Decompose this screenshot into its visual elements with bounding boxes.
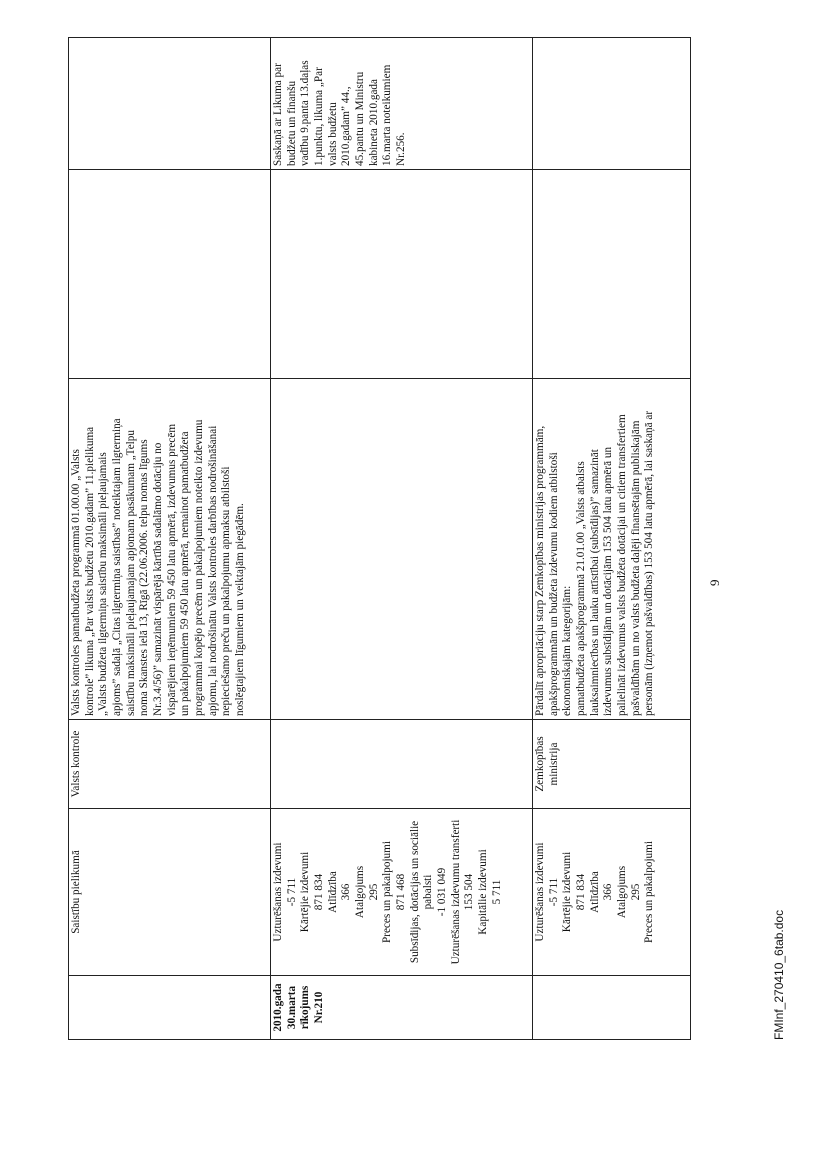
- text-line: 1.punktu, likuma „Par: [312, 67, 325, 166]
- text-line: kabineta 2010.gada: [367, 79, 380, 166]
- text-line: Subsīdijas, dotācijas un sociālie: [408, 820, 421, 964]
- text-line: „Valsts budžeta ilgtermiņa saistību maksimāli pieļaujamais: [97, 452, 110, 716]
- text-line: izdevumus subsīdijām un dotācijām 153 504 latu apmērā un: [602, 446, 615, 716]
- cell-empty: [533, 170, 691, 379]
- text-line: Atalgojums: [615, 865, 628, 919]
- text-line: Nr.3.4/56)” samazināt vispārējā kārtībā sadalāmo dotāciju no: [151, 442, 164, 716]
- text-line: 2010.gadam” 44.,: [340, 86, 353, 166]
- text-line: ekonomiskajām kategorijām:: [561, 585, 574, 716]
- text-line: 871 468: [394, 873, 407, 911]
- text-line: apakšprogrammām un budžeta izdevumu kodiem atbilstoši: [547, 452, 560, 716]
- text-line: 16.marta noteikumiem: [381, 64, 394, 166]
- text-line: apjoms” sadaļā „Citas ilgtermiņa saistības” noteiktajam ilgtermiņa: [110, 418, 123, 716]
- cell-empty: [271, 720, 533, 809]
- text-line: Kārtējie izdevumi: [561, 851, 574, 933]
- text-line: pamatbudžeta apakšprogrammā 21.01.00 „Valsts atbalsts: [574, 461, 587, 716]
- text-line: 366: [340, 883, 353, 901]
- cell-document-ref: [271, 976, 533, 1040]
- text-line: personām (izņemot pašvaldības) 153 504 latu apmērā, lai saskaņā ar: [643, 410, 656, 716]
- text-line: Zemkopības: [534, 736, 546, 792]
- text-line: -1 031 049: [435, 867, 448, 917]
- text-line: noma Skanstes ielā 13, Rīgā (22.06.2006. telpu nomas līgums: [138, 439, 151, 716]
- table-row: [533, 38, 691, 1040]
- text-line: Nr.256.: [394, 132, 407, 166]
- text-line: nepieciešamo preču un pakalpojumu apmaksu atbilstoši: [220, 466, 233, 716]
- cell-text: Saistību pielikumā: [70, 850, 82, 934]
- text-line: Uzturēšanas izdevumi: [534, 842, 546, 942]
- cell-budget-items: [533, 809, 691, 976]
- text-line: Atlīdzība: [588, 871, 601, 913]
- text-line: kontrole” likuma „Par valsts budžetu 2010.gadam” 11.pielikuma: [83, 426, 96, 716]
- cell-empty: [69, 976, 271, 1040]
- text-line: Preces un pakalpojumi: [643, 841, 656, 943]
- cell-empty: [271, 379, 533, 720]
- text-line: -5 711: [285, 877, 298, 907]
- cell-empty: [271, 170, 533, 379]
- text-line: vadību 9.panta 13.daļas: [299, 60, 312, 166]
- page-number: 9: [707, 579, 722, 586]
- text-line: valsts budžetu: [326, 102, 339, 166]
- text-line: Kārtējie izdevumi: [299, 851, 312, 933]
- text-line: Atlīdzība: [326, 871, 339, 913]
- text-line: rīkojums Nr.210: [299, 985, 325, 1030]
- cell-institution: [69, 720, 271, 809]
- text-line: 871 834: [312, 873, 325, 911]
- text-line: noslēgtajiem līgumiem un veiktajām piegādēm.: [233, 503, 246, 716]
- text-line: Uzturēšanas izdevumi: [272, 842, 284, 942]
- text-line: Atalgojums: [353, 865, 366, 919]
- cell-empty: [69, 170, 271, 379]
- cell-description: [533, 379, 691, 720]
- text-line: ministrija: [547, 742, 560, 786]
- text-line: pabalsti: [422, 874, 435, 910]
- cell-empty: [69, 38, 271, 170]
- text-line: un pakalpojumiem 59 450 latu apmērā, nemainot pamatbudžeta: [179, 431, 192, 716]
- text-line: vispārējiem ieņēmumiem 59 450 latu apmērā, izdevumus precēm: [165, 423, 178, 716]
- text-line: lauksaimniecības un lauku attīstībai (subsīdijas)” samazināt: [588, 449, 601, 716]
- text-line: 871 834: [574, 873, 587, 911]
- text-line: 153 504: [463, 873, 476, 911]
- cell-legal-basis: [271, 38, 533, 170]
- text-line: 295: [629, 883, 642, 901]
- text-line: Pārdalīt apropriāciju starp Zemkopības ministrijas programmām,: [534, 425, 546, 716]
- text-line: Preces un pakalpojumi: [381, 841, 394, 943]
- footer-filename: FMInf_270410_6tab.doc: [772, 909, 786, 1040]
- text-line: 5 711: [490, 879, 503, 905]
- text-line: Valsts kontroles pamatbudžeta programmā 01.00.00 „Valsts: [70, 449, 82, 716]
- text-line: 366: [602, 883, 615, 901]
- text-line: palielināt izdevumus valsts budžeta dotācijai un citiem transfertiem: [615, 414, 628, 716]
- text-line: Saskaņā ar Likuma par: [272, 63, 284, 166]
- table-row: [271, 38, 533, 1040]
- cell-description: [69, 379, 271, 720]
- text-line: 2010.gada 30.marta: [272, 983, 298, 1032]
- document-table: [68, 37, 691, 1040]
- text-line: 45.pantu un Ministru: [353, 71, 366, 166]
- cell-institution: [533, 720, 691, 809]
- text-line: Uzturēšanas izdevumu transferti: [449, 819, 462, 965]
- text-line: programmai kopējo precēm un pakalpojumiem noteikto izdevumu: [192, 419, 205, 716]
- text-line: pašvaldībām un no valsts budžeta daļēji finansētajām publiskajām: [629, 420, 642, 716]
- cell-saistibu-pielikuma: [69, 809, 271, 976]
- cell-empty: [533, 38, 691, 170]
- text-line: Kapitālie izdevumi: [476, 849, 489, 935]
- cell-budget-items: [271, 809, 533, 976]
- cell-text: Valsts kontrole: [70, 730, 82, 798]
- text-line: budžetu un finanšu: [285, 80, 298, 166]
- table-row: [69, 38, 271, 1040]
- text-line: 295: [367, 883, 380, 901]
- text-line: apjomu, lai nodrošinātu Valsts kontroles darbības nodrošināšanai: [206, 425, 219, 716]
- text-line: -5 711: [547, 877, 560, 907]
- text-line: saistību maksimāli pieļaujamajam apjomam pasākumam „Telpu: [124, 430, 137, 716]
- cell-empty: [533, 976, 691, 1040]
